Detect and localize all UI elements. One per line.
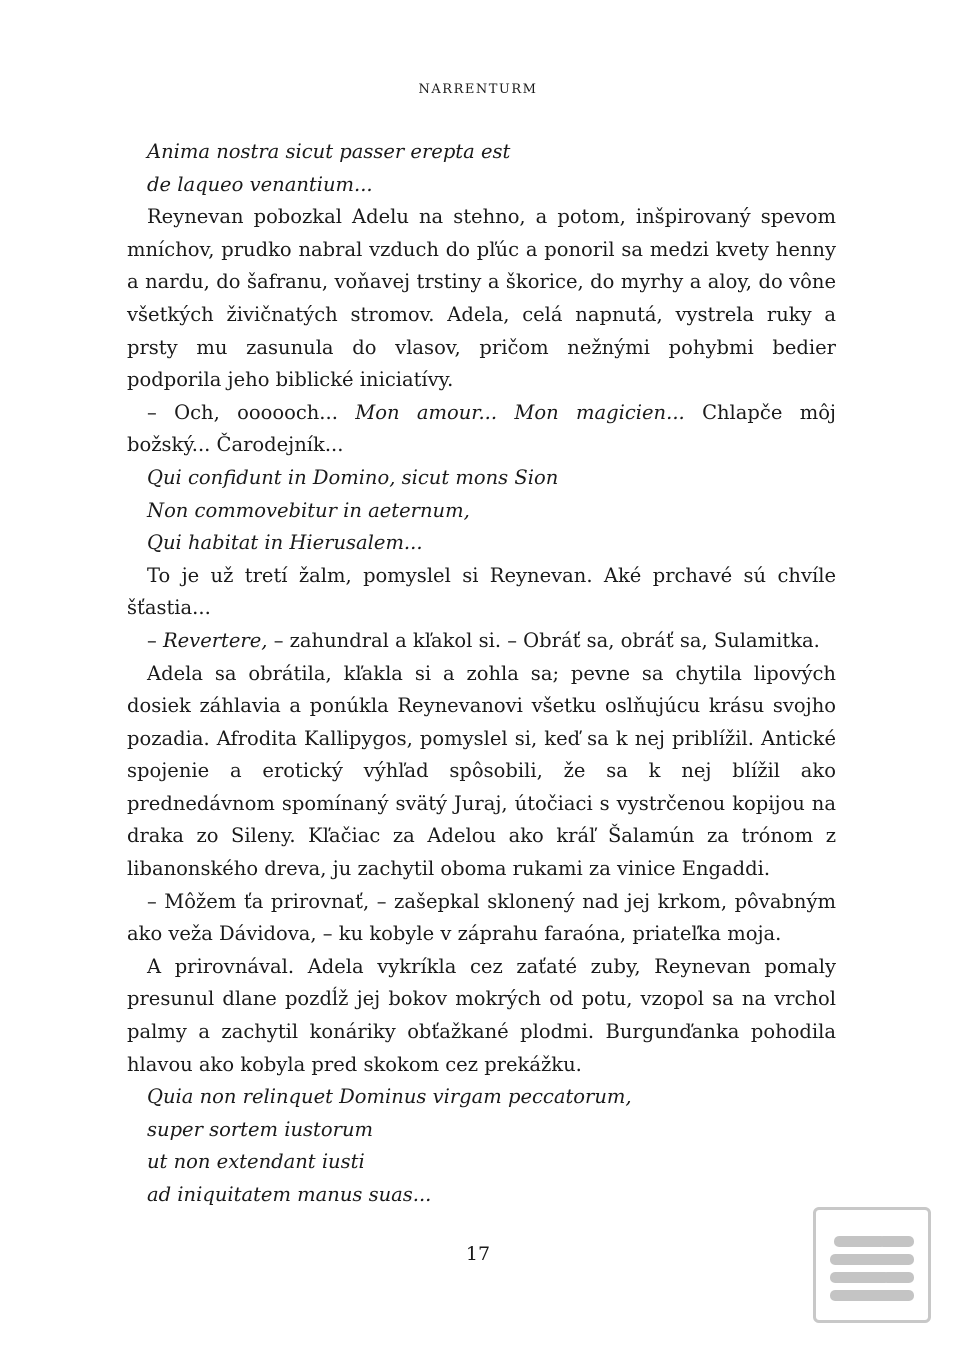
paragraph — [127, 625, 836, 658]
latin-verse-line: de laqueo venantium... — [147, 172, 373, 196]
latin-verse-line: Qui habitat in Hierusalem... — [147, 531, 423, 555]
paragraph: Reynevan pobozkal Adelu na stehno, a potom, inšpirovaný spevom mníchov, prudko nabral vzduch do pľúc a ponoril sa medzi kvety henny a nardu, do šafranu, voňavej trstiny a škorice, do myrhy a aloy, do vône všetkých živičnatých stromov. Adela, celá napnutá, vystrela ruky a prsty mu zasunula do vlasov, pričom nežnými pohybmi bedier podporila jeho biblické iniciatívy. — [127, 205, 836, 392]
paragraph: A prirovnával. Adela vykríkla cez zaťaté zuby, Reynevan pomaly presunul dlane pozdĺž jej bokov mokrých od potu, vzopol sa na vrchol palmy a zachytil konáriky obťažkané plodmi. Burgunďanka pohodila hlavou ako kobyla pred skokom cez prekážku. — [127, 954, 836, 1076]
latin-verse-line: Anima nostra sicut passer erepta est — [147, 140, 511, 163]
page-number: 17 — [465, 1243, 491, 1265]
text-run: – Och, oooooch... — [147, 400, 356, 424]
text-run: Chlapče môj božský... Čarodejník... — [127, 400, 836, 457]
italic-phrase: Revertere, — [162, 628, 268, 652]
paragraph: Adela sa obrátila, kľakla si a zohla sa; pevne sa chytila lipových dosiek záhlavia a ponúkla Reynevanovi všetku oslňujúcu krásu svojho pozadia. Afrodita Kallipygos, pomyslel si, keď sa k nej priblížil. Antické spojenie a erotický výhľad spôsobili, že sa k nej blížil ako prednedávnom spomínaný svätý Juraj, útočiaci s vystrčenou kopijou na draka zo Sileny. Kľačiac za Adelou ako kráľ Šalamún za trónom z libanonského dreva, ju zachytil oboma rukami za vinice Engaddi. — [127, 661, 836, 881]
body-text — [127, 136, 836, 1212]
text-run: – zahundral a kľakol si. – Obráť sa, obráť sa, Sulamitka. — [267, 628, 820, 652]
book-stack-icon — [813, 1207, 931, 1323]
text-run: – — [147, 628, 163, 652]
latin-verse-line: Non commovebitur in aeternum, — [147, 498, 470, 522]
italic-phrase: Mon amour... Mon magicien... — [355, 400, 685, 424]
latin-verse-line: ad iniquitatem manus suas... — [147, 1183, 432, 1206]
latin-verse-line: super sortem iustorum — [147, 1117, 373, 1141]
latin-verse-line: ut non extendant iusti — [147, 1150, 365, 1174]
paragraph: – Môžem ťa prirovnať, – zašepkal sklonený nad jej krkom, pôvabným ako veža Dávidova, – ku kobyle v záprahu faraóna, priateľka moja. — [127, 889, 836, 946]
latin-verse-line: Quia non relinquet Dominus virgam peccatorum, — [147, 1085, 632, 1109]
latin-verse-line: Qui confidunt in Domino, sicut mons Sion — [147, 465, 559, 489]
paragraph — [127, 397, 836, 462]
running-head: NARRENTURM — [418, 82, 538, 97]
paragraph: To je už tretí žalm, pomyslel si Reynevan. Aké prchavé sú chvíle šťastia... — [127, 563, 836, 620]
